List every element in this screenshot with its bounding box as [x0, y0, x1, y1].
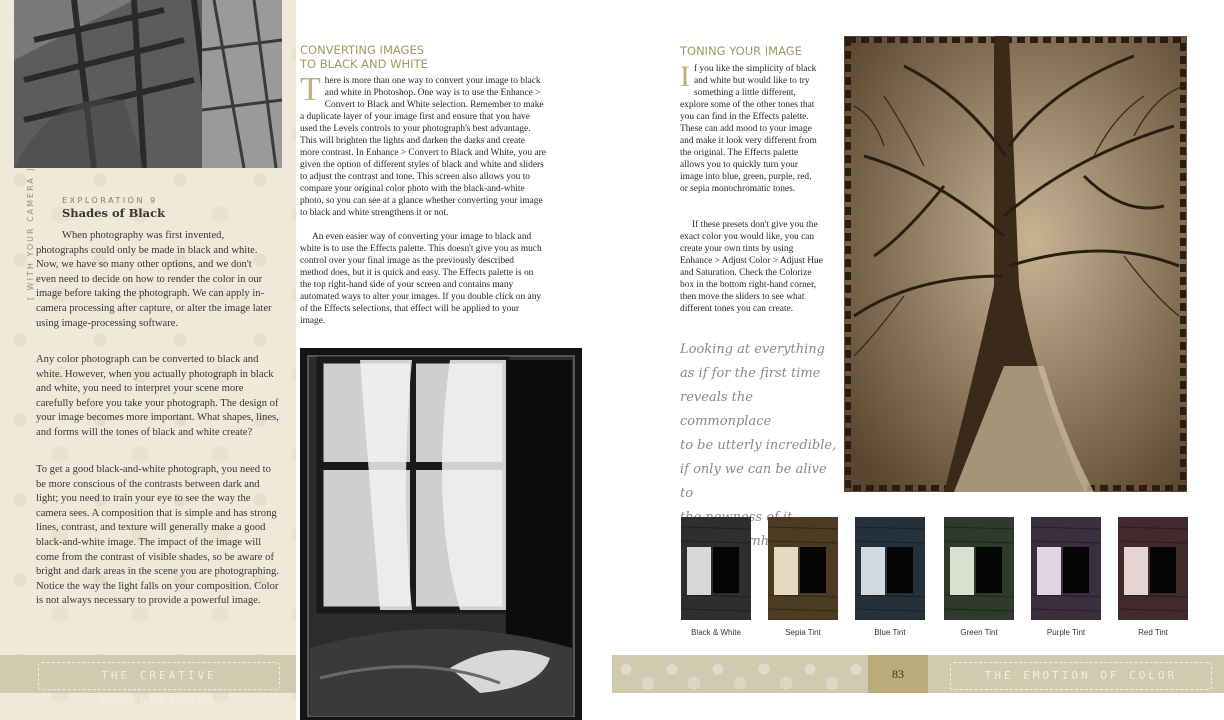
swatch-label: Red Tint	[1138, 628, 1168, 637]
middle-heading	[300, 44, 428, 71]
window-shadow-photo	[14, 0, 282, 168]
swatch-purple	[1031, 517, 1101, 620]
right-paragraph-1-text: f you like the simplicity of black and white but would like to try something a little different, explore some of the other tones that you can find in the Effects palette. These can add mood to your image and make it look very different from the original. The Effects palette allows you to quickly turn your image into blue, green, purple, red, or sepia monochromatic tones.	[680, 64, 817, 194]
sidebar-vertical-label: [ WITH YOUR CAMERA ]	[26, 166, 35, 300]
middle-paragraph-2: An even easier way of converting your image to black and white is to use the Effects palette. This doesn't give you as much control over your final image as the previously described method does, but it is quick and easy. The Effects palette is on the top right-hand side of your screen and contains many automated ways to alter your images. If you double click on any of the Effects selections, that effect will be applied to your image.	[300, 232, 542, 326]
middle-paragraph-1-text: here is more than one way to convert your image to black and white in Photoshop. One way is to use the Enhance > Convert to Black and White selection. Remember to make a duplicate layer of your image first and ensure that you have used the Levels controls to your photograph's best advantage. This will brighten the lights and darken the darks and create more contrast. In Enhance > Convert to Black and White, you are given the option of different styles of black and white and sliders to adjust the contrast and tone. This screen also allows you to compare your original color photo with the black-and-white photo, so you can see at a glance whether converting your image to black and white strengthens it or not.	[300, 76, 546, 218]
swatch-label: Black & White	[691, 628, 741, 637]
swatch-black-white	[681, 517, 751, 620]
page-number: 83	[868, 655, 928, 693]
left-paragraph-3: To get a good black-and-white photograph, you need to be more conscious of the contrasts between dark and light; you need to train your eye to see the way the camera sees. A composition that is simple and has strong lines, contrast, and texture will generally make a good black-and-white image. The impact of the image will come from the contrast of visible shades, so be aware of bright and dark areas in the scene you are photographing. Notice the way the light falls on your composition. Color is not always necessary to provide a powerful image.	[36, 464, 279, 607]
middle-paragraph-1	[300, 71, 546, 219]
swatch-label: Blue Tint	[874, 628, 906, 637]
swatch-sepia	[768, 517, 838, 620]
footer-ornament	[612, 655, 868, 693]
left-paragraph-2: Any color photograph can be converted to black and white. However, when you actually photograph in black and white, you need to interpret your scene more carefully before you take your photograph. The design of your image becomes more important. What shapes, lines, and forms will the tones of black and white create?	[36, 354, 279, 438]
footer-left-title-box	[38, 662, 280, 708]
exploration-label: EXPLORATION 9	[62, 196, 158, 205]
swatch-label: Green Tint	[960, 628, 998, 637]
right-dropcap: I	[680, 60, 690, 93]
window-curtain-photo	[300, 348, 582, 720]
swatch-label: Purple Tint	[1046, 628, 1086, 637]
sepia-tree-photo	[844, 36, 1187, 492]
swatch-blue	[855, 517, 925, 620]
quote-line: to be utterly incredible,	[680, 438, 837, 453]
footer-right-title: THE EMOTION OF COLOR	[984, 669, 1178, 682]
quote-line: as if for the first time	[680, 366, 821, 381]
footer-right-title-box	[950, 662, 1212, 690]
section-title: Shades of Black	[62, 206, 166, 220]
swatch-green	[944, 517, 1014, 620]
footer-left-title: THE CREATIVE PHOTOGRAPHER	[101, 669, 217, 708]
right-heading: TONING YOUR IMAGE	[680, 44, 802, 58]
dropcap: T	[300, 71, 321, 108]
quote-line: reveals the commonplace	[680, 390, 772, 429]
quote-line: if only we can be alive to	[680, 462, 827, 501]
quote-author: Bernhard	[728, 534, 792, 549]
middle-heading-line1: CONVERTING IMAGES	[300, 43, 425, 57]
swatch-red	[1118, 517, 1188, 620]
left-paragraph-1: When photography was first invented, photographs could only be made in black and white. Now, we have so many other options, and we don't even need to decide on how to render the color in our image before taking the photograph. We can apply in-camera processing after capture, or alter the image later using image-processing software.	[36, 230, 272, 329]
right-paragraph-2: If these presets don't give you the exact color you would like, you can create your own tints by using Enhance > Adjust Color > Adjust Hue and Saturation. Check the Colorize box in the bottom right-hand corner, then move the sliders to see what different tones you can create.	[680, 220, 823, 314]
swatch-label: Sepia Tint	[785, 628, 821, 637]
right-paragraph-1	[680, 60, 820, 195]
quote-line: Looking at everything	[680, 342, 825, 357]
middle-heading-line2: TO BLACK AND WHITE	[300, 56, 428, 71]
